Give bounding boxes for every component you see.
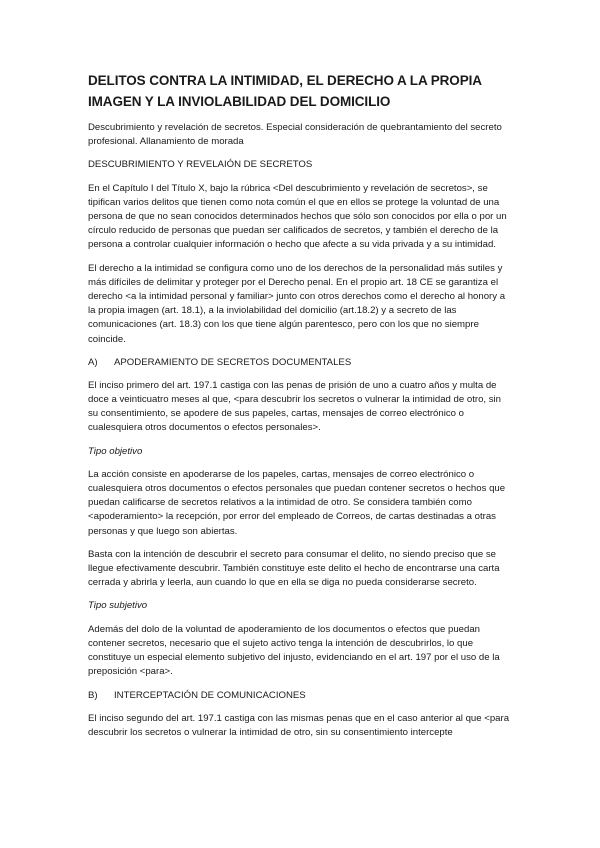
section-a-heading <box>88 356 512 370</box>
main-heading: DESCUBRIMIENTO Y REVELAIÓN DE SECRETOS <box>88 159 313 171</box>
section-b-title: INTERCEPTACIÓN DE COMUNICACIONES <box>114 689 306 701</box>
section-a-number: A) <box>88 356 98 368</box>
section-b-paragraph-1: El inciso segundo del art. 197.1 castiga con las mismas penas que en el caso anterior al que <para descubrir los secretos o vulnerar la intimidad de otro, sin su consentimiento intercepte <box>88 712 510 738</box>
tipo-objetivo-heading: Tipo objetivo <box>88 445 143 457</box>
section-b-number: B) <box>88 689 98 701</box>
section-a-paragraph-2: La acción consiste en apoderarse de los papeles, cartas, mensajes de correo electrónico o cualesquiera otros documentos o efectos personales que puedan contener secretos o hechos que puedan calificarse de secretos relativos a la intimidad de otro. Se considera también como <apoderamiento> la recepción, por error del empleado de Correos, de cartas destinadas a otras personas y que luego son abiertas. <box>88 468 506 537</box>
intro-paragraph-1: En el Capítulo I del Título X, bajo la rúbrica <Del descubrimiento y revelación de secretos>, se tipifican varios delitos que tienen como nota común el que en ellos se protege la voluntad de una persona de que no sean conocidos determinados hechos que sólo son conocidos por ella o por un círculo reducido de personas que puedan ser calificados de secretos, y también el derecho de la persona a controlar cualquier información o hecho que afecte a su vida privada y a su intimidad. <box>88 182 507 251</box>
section-a-paragraph-4: Además del dolo de la voluntad de apoderamiento de los documentos o efectos que puedan contener secretos, necesario que el sujeto activo tenga la intención de descubrirlos, lo que constituye un especial elemento subjetivo del injusto, evidenciando en el art. 197 por el uso de la preposición <para>. <box>88 623 500 678</box>
document-title: DELITOS CONTRA LA INTIMIDAD, EL DERECHO A LA PROPIA IMAGEN Y LA INVIOLABILIDAD DEL DOMICILIO <box>88 73 482 109</box>
section-b-heading <box>88 689 512 703</box>
tipo-subjetivo-heading: Tipo subjetivo <box>88 600 148 612</box>
section-a-title: APODERAMIENTO DE SECRETOS DOCUMENTALES <box>114 356 352 368</box>
section-a-paragraph-3: Basta con la intención de descubrir el secreto para consumar el delito, no siendo preciso que se llegue efectivamente descubrir. También constituye este delito el hecho de encontrarse una carta cerrada y abrirla y leerla, aun cuando lo que en ella se diga no pueda considerarse secreto. <box>88 548 500 589</box>
intro-paragraph-2: El derecho a la intimidad se configura como uno de los derechos de la personalidad más sutiles y más difíciles de delimitar y proteger por el Derecho penal. En el propio art. 18 CE se garantiza el derecho <a la intimidad personal y familiar> junto con otros derechos como el derecho al honory a la propia imagen (art. 18.1), a la inviolabilidad del domicilio (art.18.2) y a secreto de las comunicaciones (art. 18.3) con los que tiene algún parentesco, pero con los que no siempre coincide. <box>88 262 506 345</box>
document-subtitle: Descubrimiento y revelación de secretos. Especial consideración de quebrantamiento del secreto profesional. Allanamiento de morada <box>88 122 502 148</box>
section-a-paragraph-1: El inciso primero del art. 197.1 castiga con las penas de prisión de uno a cuatro años y multa de doce a veinticuatro meses al que, <para descubrir los secretos o vulnerar la intimidad de otro, sin su consentimiento, se apodere de sus papeles, cartas, mensajes de correo electrónico o cualesquiera otros documentos o efectos personales>. <box>88 379 502 434</box>
